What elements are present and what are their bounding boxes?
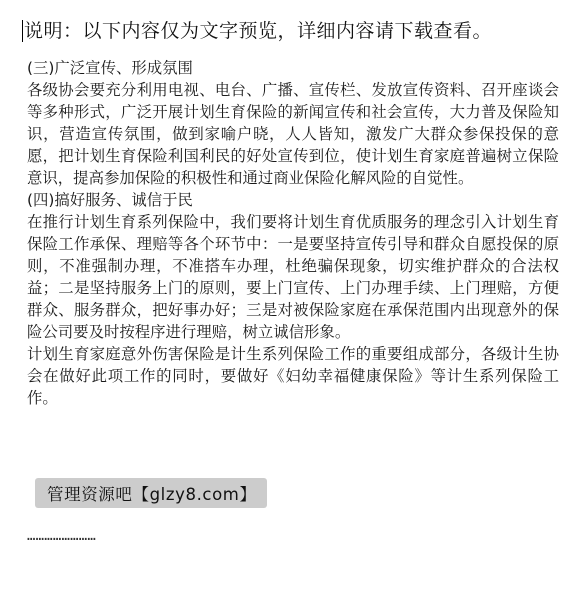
body-paragraph: 各级协会要充分利用电视、电台、广播、宣传栏、发放宣传资料、召开座谈会等多种形式，广泛开展计划生育保险的新闻宣传和社会宣传，大力普及保险知识，营造宣传氛围，做到家喻户晓，人人皆知，激发广大群众参保投保的意愿，把计划生育保险利国利民的好处宣传到位，使计划生育家庭普遍树立保险意识，提高参加保险的积极性和通过商业保险化解风险的自觉性。 (27, 81, 559, 187)
document-body (27, 57, 559, 409)
body-paragraph: 计划生育家庭意外伤害保险是计生系列保险工作的重要组成部分，各级计生协会在做好此项工作的同时，要做好《妇幼幸福健康保险》等计生系列保险工作。 (27, 345, 559, 407)
preview-notice: 说明：以下内容仅为文字预览，详细内容请下载查看。 (24, 20, 493, 42)
ellipsis-line: …………………… (27, 528, 97, 544)
section-heading: (四)搞好服务、诚信于民 (27, 191, 193, 209)
watermark-banner: 管理资源吧【glzy8.com】 (35, 478, 267, 508)
section-heading: (三)广泛宣传、形成氛围 (27, 59, 193, 77)
text-cursor (22, 20, 23, 42)
body-paragraph: 在推行计划生育系列保险中，我们要将计划生育优质服务的理念引入计划生育保险工作承保、理赔等各个环节中：一是要坚持宣传引导和群众自愿投保的原则，不准强制办理，不准搭车办理，杜绝骗保现象，切实维护群众的合法权益；二是坚持服务上门的原则，要上门宣传、上门办理手续、上门理赔，方便群众、服务群众，把好事办好；三是对被保险家庭在承保范围内出现意外的保险公司要及时按程序进行理赔，树立诚信形象。 (27, 213, 559, 341)
